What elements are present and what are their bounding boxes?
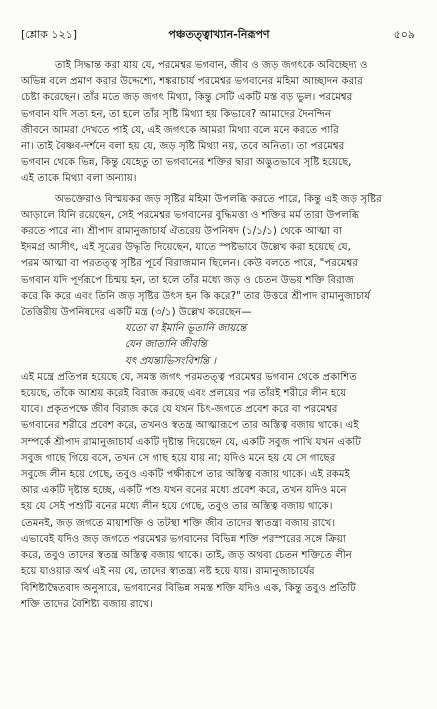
- page-body: [21, 58, 417, 613]
- verse-block: [21, 321, 417, 370]
- verse-reference: [শ্লোক ১২১]: [21, 28, 78, 41]
- verse-line: যৎ প্রযন্ত্যভিসংবিশন্তি ।: [125, 355, 217, 367]
- text-line: অভক্তেরাও বিস্ময়কর জড় সৃষ্টির মহিমা উপলব্ধি করতে পারে, কিন্তু এই জড় সৃষ্টির: [55, 193, 382, 205]
- text-line: হয়ে যাওয়ার অর্থ এই নয় যে, তাদের স্বাতন্ত্র্য নষ্ট হয়ে যায়। রামানুজাচার্যের: [21, 566, 315, 578]
- text-line: জীবনে আমরা দেখতে পাই যে, এই জগৎকে আমরা মিথ্যা বলে মনে করতে পারি: [21, 124, 339, 136]
- text-line: ভগবানের শরীরে প্রবেশ করে, তখনও স্বতন্ত্র আত্মারূপে তার অস্তিত্ব বজায় থাকে। এই: [21, 420, 359, 432]
- text-line: বিশিষ্টাদ্বৈতবাদ অনুসারে, ভগবানের বিভিন্ন সমস্ত শক্তি যদিও এক, কিন্তু তবুও প্রতিটি: [21, 582, 356, 594]
- paragraph-1: [21, 58, 417, 188]
- text-line: সবুজ গাছে গিয়ে বসে, তখন সে গাছ হয়ে যায় না; যদিও মনে হয় যে সে গাছের: [21, 452, 336, 464]
- text-line: পরম আত্মা বা পরতত্ত্ব সৃষ্টির পূর্বে বিরাজমান ছিলেন। কেউ বলতে পারে, "পরমেশ্বর: [21, 258, 358, 270]
- text-line: তেমনই, জড় জগতে মায়াশক্তি ও তটস্থা শক্তি জীব তাদের স্বাতন্ত্র্য বজায় রাখে।: [21, 517, 336, 529]
- text-line: করে কি করে এবং তিনি জড় সৃষ্টির উৎস হন কি করে?" তার উত্তরে শ্রীপাদ রামানুজাচার্য: [21, 290, 371, 302]
- chapter-title: পঞ্চতত্ত্বাখ্যান-নিরূপণ: [168, 28, 270, 41]
- text-line: ভগবান থেকে ভিন্ন, কিন্তু যেহেতু তা ভগবানের শক্তির দ্বারা অদ্ভুতভাবে সৃষ্টি হয়েছে,: [21, 157, 352, 169]
- text-line: তাই সিদ্ধান্ত করা যায় যে, পরমেশ্বর ভগবান, জীব ও জড় জগৎকে অবিচ্ছেদ্য ও: [55, 60, 368, 71]
- text-line: তৈত্তিরীয় উপনিষদের একটি মন্ত্র (৩/১) উল্লেখ করেছেন—: [21, 307, 252, 319]
- text-line: চেষ্টা করেছেন। তাঁর মতে জড় জগৎ মিথ্যা, কিন্তু সেটি একটি মস্ত বড় ভুল। পরমেশ্বর: [21, 92, 353, 104]
- text-line: হয় যে সেই পশুটি বনের মধ্যে লীন হয়ে গেছে, তবুও তার অস্তিত্ব বজায় থাকে।: [21, 501, 333, 513]
- text-line: ভগবান যদি পূর্ণরূপে চিন্ময় হন, তা হলে তাঁর মধ্যে জড় ও চেতন উভয় শক্তি বিরাজ: [21, 274, 354, 286]
- text-line: আড়ালে যিনি রয়েছেন, সেই পরমেশ্বর ভগবানের বুদ্ধিমত্তা ও শক্তির মর্ম তারা উপলব্ধি: [21, 209, 360, 221]
- text-line: এই তাকে মিথ্যা বলা অন্যায়।: [21, 173, 137, 185]
- text-line: শক্তি তাদের বৈশিষ্ট্য বজায় রাখে।: [21, 598, 153, 610]
- page-number: ৫০৯: [393, 28, 415, 41]
- text-line: যাবে। প্রকৃতপক্ষে জীব বিরাজ করে যে যখন চিৎ-জগতে প্রবেশ করে বা পরমেশ্বর: [21, 404, 338, 416]
- text-line: অভিন্ন বলে প্রমাণ করার উদ্দেশ্যে, শঙ্করাচার্য পরমেশ্বর ভগবানের মহিমা আচ্ছাদন করার: [21, 76, 363, 88]
- text-line: আর একটি দৃষ্টান্ত হচ্ছে, একটি পশু যখন বনের মধ্যে প্রবেশ করে, তখন যদিও মনে: [21, 485, 347, 497]
- page-header: [21, 26, 417, 44]
- text-line: এভাবেই যদিও জড় জগতে পরমেশ্বর ভগবানের বিভিন্ন শক্তি পরস্পরের সঙ্গে ক্রিয়া: [21, 533, 346, 545]
- text-line: করতে পারে না। শ্রীপাদ রামানুজাচার্য ঐতরেয় উপনিষদ (১/১/১) থেকে আত্মা বা: [21, 226, 342, 238]
- text-line: হয়েছে, তাঁকে আশ্রয় করেই বিরাজ করছে এবং প্রলয়ের পর তাঁরই শরীরে লীন হয়ে: [21, 388, 347, 400]
- text-line: এই মন্ত্রে প্রতিপন্ন হয়েছে যে, সমস্ত জগৎ পরমতত্ত্ব পরমেশ্বর ভগবান থেকে প্রকাশিত: [21, 371, 357, 383]
- paragraph-3: [21, 370, 417, 613]
- text-line: না। তাই বৈষ্ণব-দর্শনে বলা হয় যে, জড় সৃষ্টি মিথ্যা নয়, তবে অনিত্য। তা পরমেশ্বর: [21, 141, 345, 153]
- text-line: সম্পর্কে শ্রীপাদ রামানুজাচার্য একটি দৃষ্টান্ত দিয়েছেন যে, একটি সবুজ পাখি যখন একটি: [21, 436, 361, 448]
- text-line: করে, তবুও তাদের স্বতন্ত্র অস্তিত্ব বজায় থাকে। তাই, জড় অথবা চেতন শক্তিতে লীন: [21, 550, 352, 562]
- text-line: ভগবান যদি সত্য হন, তা হলে তাঁর সৃষ্টি মিথ্যা হয় কিভাবে? আমাদের দৈনন্দিন: [21, 108, 332, 120]
- verse-line: যেন জাতানি জীবন্তি: [125, 339, 207, 351]
- text-line: সবুজে লীন হয়ে গেছে, তবুও একটি পক্ষীরূপে তার অস্তিত্ব বজায় থাকে। এই রকমই: [21, 469, 350, 481]
- text-line: ইদমগ্র আসীৎ, এই সূত্রের উদ্ধৃতি দিয়েছেন, যাতে স্পষ্টভাবে উল্লেখ করা হয়েছে যে,: [21, 242, 351, 254]
- verse-line: যতো বা ইমানি ভূতানি জায়ন্তে: [125, 323, 247, 335]
- paragraph-2: [21, 192, 417, 322]
